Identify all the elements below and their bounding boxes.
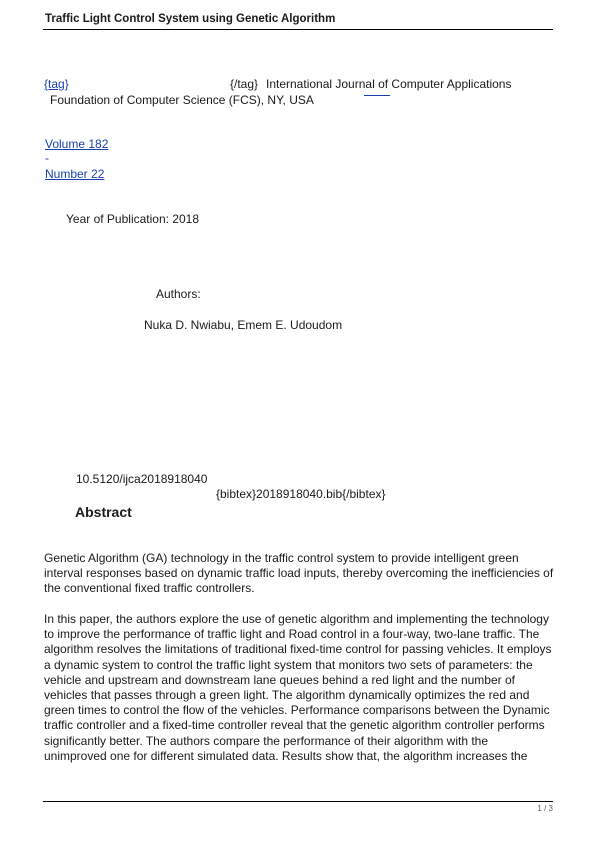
footer-divider	[43, 801, 553, 802]
abstract-p2-line: traffic controller and a fixed-time controller reveal that the genetic algorithm controller performs	[44, 718, 545, 733]
page-header-title: Traffic Light Control System using Genetic Algorithm	[45, 13, 336, 25]
journal-link-underline	[364, 95, 390, 96]
doi-text: 10.5120/ijca2018918040	[76, 472, 208, 486]
volume-number-separator: -	[45, 151, 49, 165]
abstract-p2-line: to improve the performance of traffic light and Road control in a four-way, two-lane traffic. The	[44, 627, 540, 642]
abstract-p2-line: unimproved one for different simulated data. Results show that, the algorithm increases the	[44, 748, 528, 763]
number-link[interactable]: Number 22	[45, 167, 105, 181]
abstract-heading: Abstract	[75, 504, 132, 520]
abstract-p1-line: the conventional fixed traffic controllers.	[44, 581, 255, 596]
publisher-name: Foundation of Computer Science (FCS), NY, USA	[50, 93, 314, 107]
abstract-p2-line: a dynamic system to control the traffic light system that monitors two sets of parameters: the	[44, 657, 533, 672]
abstract-p1-line: Genetic Algorithm (GA) technology in the traffic control system to provide intelligent green	[44, 551, 519, 565]
authors-names: Nuka D. Nwiabu, Emem E. Udoudom	[144, 318, 343, 332]
abstract-p2-line: significantly better. The authors compare the performance of their algorithm with the	[44, 733, 489, 748]
abstract-p2-line: vehicle and upstream and downstream lane queues behind a red light and the number of	[44, 672, 515, 687]
page-number: 1 / 3	[537, 804, 553, 813]
tag-close-text: {/tag}	[230, 77, 259, 91]
journal-name: International Journal of Computer Applications	[266, 77, 512, 91]
tag-open-link[interactable]: {tag}	[44, 77, 69, 91]
publication-year: Year of Publication: 2018	[66, 212, 199, 226]
volume-link[interactable]: Volume 182	[45, 137, 109, 151]
abstract-paragraph-2	[44, 612, 556, 764]
bibtex-text: {bibtex}2018918040.bib{/bibtex}	[216, 487, 386, 501]
abstract-paragraph-1	[44, 551, 556, 597]
authors-label: Authors:	[156, 287, 201, 301]
header-divider	[43, 29, 553, 30]
abstract-p2-line: green times to control the flow of the vehicles. Performance comparisons between the Dynamic	[44, 703, 550, 718]
abstract-p1-line: interval responses based on dynamic traffic load inputs, thereby overcoming the inefficiencies of	[44, 566, 554, 581]
abstract-p2-line: vehicles that passes through a green light. The algorithm dynamically optimizes the red and	[44, 688, 530, 703]
abstract-p2-line: algorithm resolves the limitations of traditional fixed-time control for passing vehicles. It employs	[44, 642, 552, 657]
abstract-p2-line: In this paper, the authors explore the use of genetic algorithm and implementing the technology	[44, 612, 549, 626]
